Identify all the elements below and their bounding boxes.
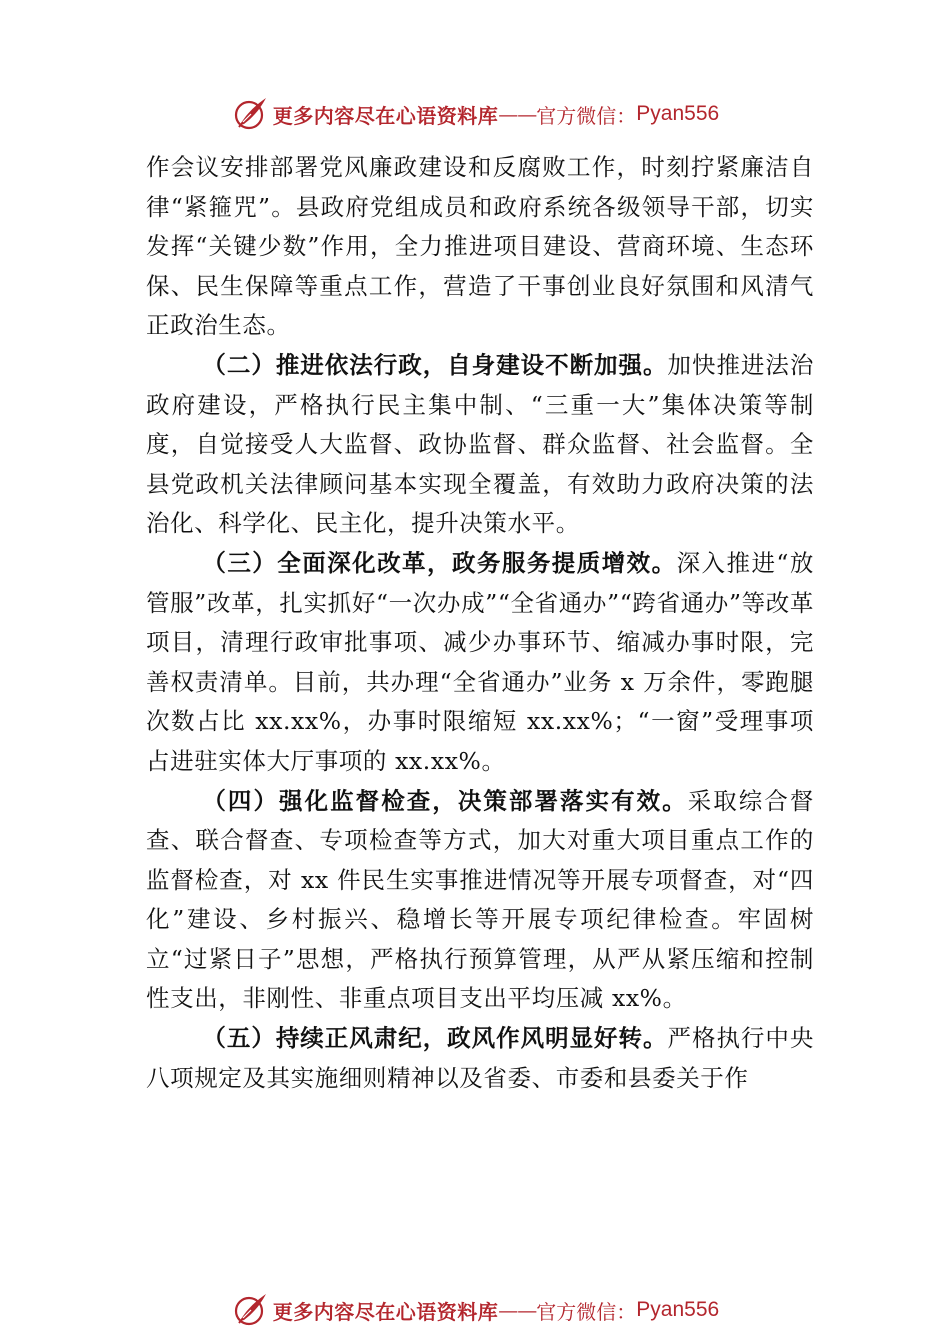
paragraph-text: 加快推进法治政府建设，严格执行民主集中制、“三重一大”集体决策等制度，自觉接受人大监督、政协监督、群众监督、社会监督。全县党政机关法律顾问基本实现全覆盖，有效助力政府决策的法治化、科学化、民主化，提升决策水平。: [146, 350, 814, 538]
paragraph-text: 深入推进“放管服”改革，扎实抓好“一次办成”“全省通办”“跨省通办”等改革项目，清理行政审批事项、减少办事环节、缩减办事时限，完善权责清单。目前，共办理“全省通办”业务 x 万余件，零跑腿次数占比 xx.xx%，办事时限缩短 xx.xx%；“一窗”受理事项占进驻实体大厅事项的 xx.xx%。: [146, 548, 814, 775]
footer-watermark-banner: [0, 1288, 950, 1332]
paragraph-section-3: [146, 544, 814, 782]
banner-main-text: 更多内容尽在心语资料库: [272, 103, 499, 128]
banner-wechat-id: Pyan556: [636, 1298, 720, 1321]
paragraph-section-5: [146, 1019, 814, 1098]
section-heading: （三）全面深化改革，政务服务提质增效。: [202, 548, 677, 577]
paragraph-text: 严格执行中央八项规定及其实施细则精神以及省委、市委和县委关于作: [146, 1024, 814, 1092]
paragraph-section-2: [146, 346, 814, 544]
paragraph-continuation: [146, 148, 814, 346]
quill-pen-icon: [231, 94, 271, 134]
paragraph-text: 作会议安排部署党风廉政建设和反腐败工作，时刻拧紧廉洁自律“紧箍咒”。县政府党组成员和政府系统各级领导干部，切实发挥“关键少数”作用，全力推进项目建设、营商环境、生态环保、民生保障等重点工作，营造了干事创业良好氛围和风清气正政治生态。: [146, 153, 814, 340]
banner-separator: ——: [498, 102, 537, 126]
section-heading: （二）推进依法行政，自身建设不断加强。: [202, 350, 668, 379]
banner-wechat-id: Pyan556: [636, 102, 720, 125]
document-body: [146, 148, 814, 1098]
banner-wechat-label: 官方微信：: [536, 103, 637, 128]
banner-main-text: 更多内容尽在心语资料库: [272, 1299, 499, 1324]
section-heading: （五）持续正风肃纪，政风作风明显好转。: [202, 1024, 668, 1053]
section-heading: （四）强化监督检查，决策部署落实有效。: [202, 786, 688, 815]
quill-pen-icon: [231, 1290, 271, 1330]
banner-wechat-label: 官方微信：: [536, 1299, 637, 1324]
header-watermark-banner: [0, 92, 950, 136]
paragraph-text: 采取综合督查、联合督查、专项检查等方式，加大对重大项目重点工作的监督检查，对 xx 件民生实事推进情况等开展专项督查，对“四化”建设、乡村振兴、稳增长等开展专项纪律检查。牢固树立“过紧日子”思想，严格执行预算管理，从严从紧压缩和控制性支出，非刚性、非重点项目支出平均压减 xx%。: [146, 786, 814, 1013]
banner-separator: ——: [498, 1298, 537, 1322]
paragraph-section-4: [146, 782, 814, 1020]
